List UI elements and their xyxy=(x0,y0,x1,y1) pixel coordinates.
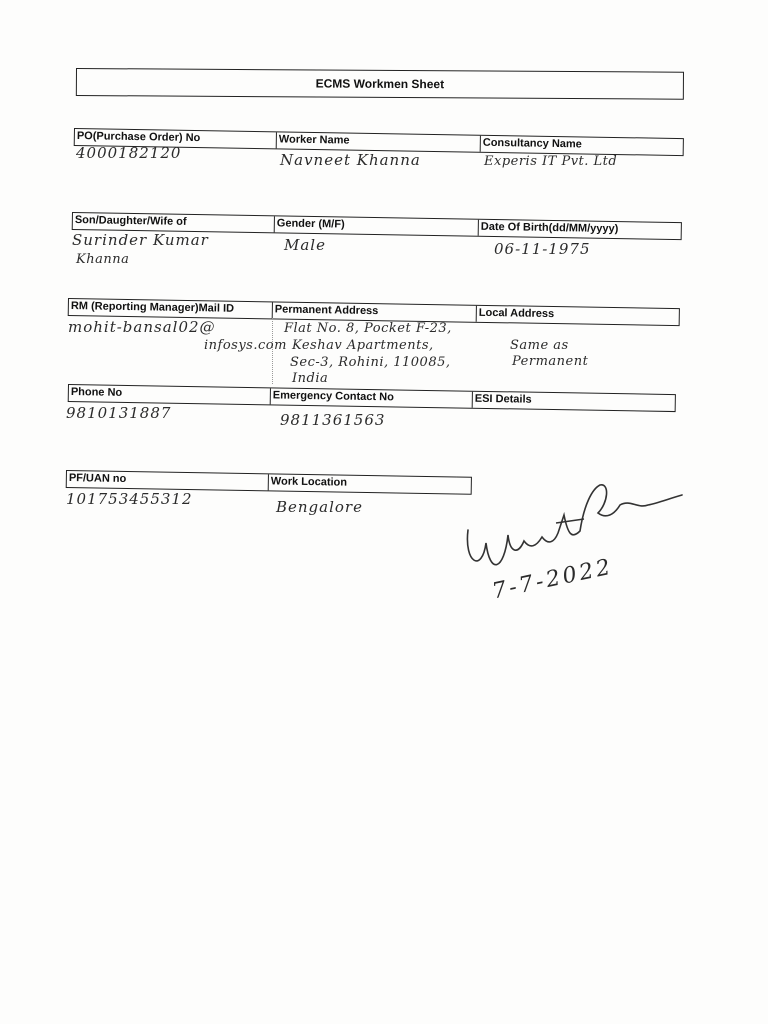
value-dob: 06-11-1975 xyxy=(494,240,591,258)
value-worker-name: Navneet Khanna xyxy=(280,151,421,169)
value-gender: Male xyxy=(284,236,326,254)
header-worker-name: Worker Name xyxy=(277,132,481,151)
value-local-line2: Permanent xyxy=(512,354,589,369)
header-po-no: PO(Purchase Order) No xyxy=(75,129,277,148)
signature-stroke xyxy=(467,485,682,565)
value-relation-line1: Surinder Kumar xyxy=(72,231,209,249)
signature-date: 7-7-2022 xyxy=(490,554,616,605)
value-rm-mail-line1: mohit-bansal02@ xyxy=(68,318,216,336)
header-emergency-contact: Emergency Contact No xyxy=(271,388,473,407)
sheet-title: ECMS Workmen Sheet xyxy=(76,68,684,100)
value-rm-mail-line2: infosys.com xyxy=(204,338,287,353)
value-relation-line2: Khanna xyxy=(76,252,130,267)
value-address-line1: Flat No. 8, Pocket F-23, xyxy=(284,321,452,336)
value-address-line3: Sec-3, Rohini, 110085, xyxy=(290,355,451,370)
value-emergency-contact: 9811361563 xyxy=(280,411,386,429)
value-local-line1: Same as xyxy=(510,338,569,353)
header-esi-details: ESI Details xyxy=(474,392,532,406)
value-address-line2: Keshav Apartments, xyxy=(292,338,434,353)
header-dob: Date Of Birth(dd/MM/yyyy) xyxy=(480,220,619,236)
header-work-location: Work Location xyxy=(270,475,348,489)
value-consultancy-name: Experis IT Pvt. Ltd xyxy=(484,154,618,169)
header-relation: Son/Daughter/Wife of xyxy=(73,213,275,232)
signature-underline xyxy=(556,519,584,523)
header-permanent-address: Permanent Address xyxy=(273,302,477,321)
header-local-address: Local Address xyxy=(478,306,555,321)
value-phone: 9810131887 xyxy=(66,404,172,422)
value-work-location: Bengalore xyxy=(276,498,363,516)
header-pf-uan: PF/UAN no xyxy=(67,471,269,490)
header-phone: Phone No xyxy=(69,385,271,404)
value-po-no: 4000182120 xyxy=(76,144,182,162)
value-address-line4: India xyxy=(292,371,329,386)
value-pf-uan: 101753455312 xyxy=(66,490,193,508)
header-consultancy-name: Consultancy Name xyxy=(482,136,582,151)
header-rm-mail: RM (Reporting Manager)Mail ID xyxy=(69,299,273,318)
header-gender: Gender (M/F) xyxy=(275,216,479,235)
